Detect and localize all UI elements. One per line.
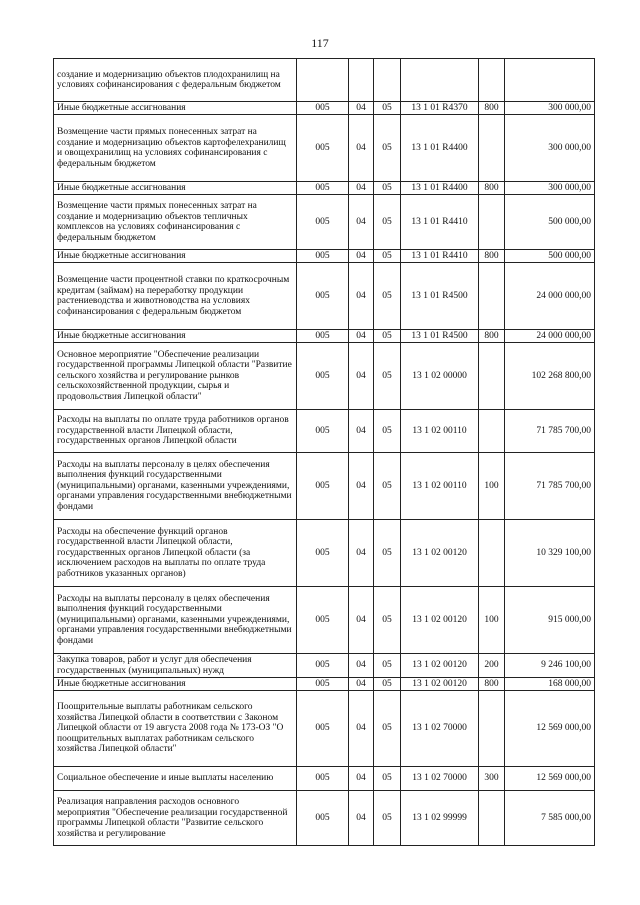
target-article-code: 13 1 01 R4410 [401, 195, 479, 250]
expense-type-code: 100 [479, 453, 505, 520]
amount: 24 000 000,00 [505, 263, 595, 330]
row-name: Закупка товаров, работ и услуг для обеспечения государственных (муниципальных) нужд [54, 654, 297, 678]
expense-type-code [479, 520, 505, 587]
target-article-code: 13 1 02 00120 [401, 587, 479, 654]
amount: 300 000,00 [505, 182, 595, 195]
podrazdel-code: 05 [374, 330, 401, 343]
target-article-code: 13 1 02 00120 [401, 678, 479, 691]
glava-code: 005 [297, 654, 349, 678]
glava-code: 005 [297, 250, 349, 263]
row-name: создание и модернизацию объектов плодохранилищ на условиях софинансирования с федеральным бюджетом [54, 59, 297, 102]
target-article-code: 13 1 02 00110 [401, 453, 479, 520]
target-article-code: 13 1 02 00110 [401, 410, 479, 453]
podrazdel-code: 05 [374, 691, 401, 767]
target-article-code: 13 1 01 R4410 [401, 250, 479, 263]
row-name: Возмещение части прямых понесенных затрат на создание и модернизацию объектов тепличных комплексов на условиях софинансирования с федеральным бюджетом [54, 195, 297, 250]
razdel-code: 04 [349, 330, 374, 343]
target-article-code: 13 1 02 70000 [401, 691, 479, 767]
table-row [54, 59, 595, 102]
podrazdel-code: 05 [374, 102, 401, 115]
amount: 71 785 700,00 [505, 453, 595, 520]
row-name: Иные бюджетные ассигнования [54, 102, 297, 115]
row-name: Расходы на выплаты персоналу в целях обеспечения выполнения функций государственными (муниципальными) органами, казенными учреждениями, органами управления государственными внебюджетными фондами [54, 453, 297, 520]
razdel-code: 04 [349, 520, 374, 587]
row-name: Поощрительные выплаты работникам сельского хозяйства Липецкой области в соответствии с Законом Липецкой области от 19 августа 2008 года № 173-ОЗ "О поощрительных выплатах работникам сельского хозяйства Липецкой области" [54, 691, 297, 767]
expense-type-code [479, 195, 505, 250]
amount: 9 246 100,00 [505, 654, 595, 678]
razdel-code: 04 [349, 250, 374, 263]
glava-code: 005 [297, 678, 349, 691]
glava-code: 005 [297, 115, 349, 182]
target-article-code: 13 1 01 R4500 [401, 263, 479, 330]
target-article-code: 13 1 02 00120 [401, 520, 479, 587]
table-row [54, 410, 595, 453]
table-row [54, 182, 595, 195]
podrazdel-code: 05 [374, 195, 401, 250]
razdel-code: 04 [349, 410, 374, 453]
glava-code: 005 [297, 195, 349, 250]
podrazdel-code: 05 [374, 410, 401, 453]
expense-type-code: 800 [479, 330, 505, 343]
amount: 300 000,00 [505, 102, 595, 115]
amount: 12 569 000,00 [505, 691, 595, 767]
page-number: 117 [311, 36, 329, 50]
razdel-code: 04 [349, 115, 374, 182]
row-name: Иные бюджетные ассигнования [54, 678, 297, 691]
amount: 168 000,00 [505, 678, 595, 691]
razdel-code: 04 [349, 654, 374, 678]
row-name: Социальное обеспечение и иные выплаты населению [54, 767, 297, 791]
glava-code: 005 [297, 182, 349, 195]
glava-code: 005 [297, 263, 349, 330]
razdel-code: 04 [349, 263, 374, 330]
podrazdel-code: 05 [374, 587, 401, 654]
razdel-code: 04 [349, 453, 374, 520]
razdel-code [349, 59, 374, 102]
expense-type-code: 100 [479, 587, 505, 654]
podrazdel-code: 05 [374, 654, 401, 678]
table-row [54, 520, 595, 587]
glava-code [297, 59, 349, 102]
expense-type-code [479, 115, 505, 182]
table-row [54, 654, 595, 678]
amount: 71 785 700,00 [505, 410, 595, 453]
glava-code: 005 [297, 330, 349, 343]
row-name: Иные бюджетные ассигнования [54, 330, 297, 343]
razdel-code: 04 [349, 791, 374, 846]
row-name: Реализация направления расходов основного мероприятия "Обеспечение реализации государственной программы Липецкой области "Развитие сельского хозяйства и регулирование [54, 791, 297, 846]
table-row [54, 115, 595, 182]
row-name: Иные бюджетные ассигнования [54, 250, 297, 263]
glava-code: 005 [297, 410, 349, 453]
podrazdel-code: 05 [374, 453, 401, 520]
razdel-code: 04 [349, 195, 374, 250]
razdel-code: 04 [349, 767, 374, 791]
amount: 10 329 100,00 [505, 520, 595, 587]
amount: 102 268 800,00 [505, 343, 595, 410]
table-row [54, 587, 595, 654]
row-name: Расходы на обеспечение функций органов государственной власти Липецкой области, государственных органов Липецкой области (за исключением расходов на выплаты по оплате труда работников указанных органов) [54, 520, 297, 587]
razdel-code: 04 [349, 343, 374, 410]
podrazdel-code: 05 [374, 767, 401, 791]
podrazdel-code: 05 [374, 250, 401, 263]
podrazdel-code: 05 [374, 520, 401, 587]
target-article-code: 13 1 01 R4400 [401, 115, 479, 182]
glava-code: 005 [297, 453, 349, 520]
table-row [54, 791, 595, 846]
row-name: Основное мероприятие "Обеспечение реализации государственной программы Липецкой области "Развитие сельского хозяйства и регулирование рынков сельскохозяйственной продукции, сырья и продовольствия Липецкой области" [54, 343, 297, 410]
table-row [54, 263, 595, 330]
table-row [54, 330, 595, 343]
row-name: Возмещение части прямых понесенных затрат на создание и модернизацию объектов картофелехранилищ и овощехранилищ на условиях софинансирования с федеральным бюджетом [54, 115, 297, 182]
expense-type-code: 300 [479, 767, 505, 791]
target-article-code: 13 1 02 00120 [401, 654, 479, 678]
expense-type-code [479, 343, 505, 410]
budget-table [53, 58, 595, 846]
table-row [54, 453, 595, 520]
amount [505, 59, 595, 102]
amount: 500 000,00 [505, 195, 595, 250]
glava-code: 005 [297, 691, 349, 767]
table-row [54, 678, 595, 691]
expense-type-code: 200 [479, 654, 505, 678]
target-article-code: 13 1 02 70000 [401, 767, 479, 791]
glava-code: 005 [297, 587, 349, 654]
razdel-code: 04 [349, 678, 374, 691]
target-article-code [401, 59, 479, 102]
expense-type-code [479, 791, 505, 846]
razdel-code: 04 [349, 182, 374, 195]
razdel-code: 04 [349, 102, 374, 115]
podrazdel-code: 05 [374, 263, 401, 330]
table-row [54, 195, 595, 250]
glava-code: 005 [297, 520, 349, 587]
amount: 24 000 000,00 [505, 330, 595, 343]
amount: 915 000,00 [505, 587, 595, 654]
expense-type-code [479, 263, 505, 330]
table-row [54, 691, 595, 767]
podrazdel-code: 05 [374, 343, 401, 410]
glava-code: 005 [297, 102, 349, 115]
podrazdel-code [374, 59, 401, 102]
target-article-code: 13 1 01 R4400 [401, 182, 479, 195]
target-article-code: 13 1 01 R4370 [401, 102, 479, 115]
expense-type-code: 800 [479, 678, 505, 691]
expense-type-code [479, 410, 505, 453]
podrazdel-code: 05 [374, 115, 401, 182]
glava-code: 005 [297, 343, 349, 410]
podrazdel-code: 05 [374, 182, 401, 195]
expense-type-code: 800 [479, 182, 505, 195]
glava-code: 005 [297, 791, 349, 846]
table-row [54, 343, 595, 410]
amount: 300 000,00 [505, 115, 595, 182]
row-name: Расходы на выплаты персоналу в целях обеспечения выполнения функций государственными (муниципальными) органами, казенными учреждениями, органами управления государственными внебюджетными фондами [54, 587, 297, 654]
amount: 12 569 000,00 [505, 767, 595, 791]
row-name: Расходы на выплаты по оплате труда работников органов государственной власти Липецкой области, государственных органов Липецкой области [54, 410, 297, 453]
target-article-code: 13 1 02 00000 [401, 343, 479, 410]
target-article-code: 13 1 02 99999 [401, 791, 479, 846]
expense-type-code: 800 [479, 102, 505, 115]
razdel-code: 04 [349, 691, 374, 767]
expense-type-code: 800 [479, 250, 505, 263]
glava-code: 005 [297, 767, 349, 791]
target-article-code: 13 1 01 R4500 [401, 330, 479, 343]
expense-type-code [479, 691, 505, 767]
row-name: Иные бюджетные ассигнования [54, 182, 297, 195]
amount: 500 000,00 [505, 250, 595, 263]
podrazdel-code: 05 [374, 678, 401, 691]
expense-type-code [479, 59, 505, 102]
table-row [54, 250, 595, 263]
table-row [54, 767, 595, 791]
row-name: Возмещение части процентной ставки по краткосрочным кредитам (займам) на переработку продукции растениеводства и животноводства на условиях софинансирования с федеральным бюджетом [54, 263, 297, 330]
razdel-code: 04 [349, 587, 374, 654]
table-row [54, 102, 595, 115]
amount: 7 585 000,00 [505, 791, 595, 846]
podrazdel-code: 05 [374, 791, 401, 846]
